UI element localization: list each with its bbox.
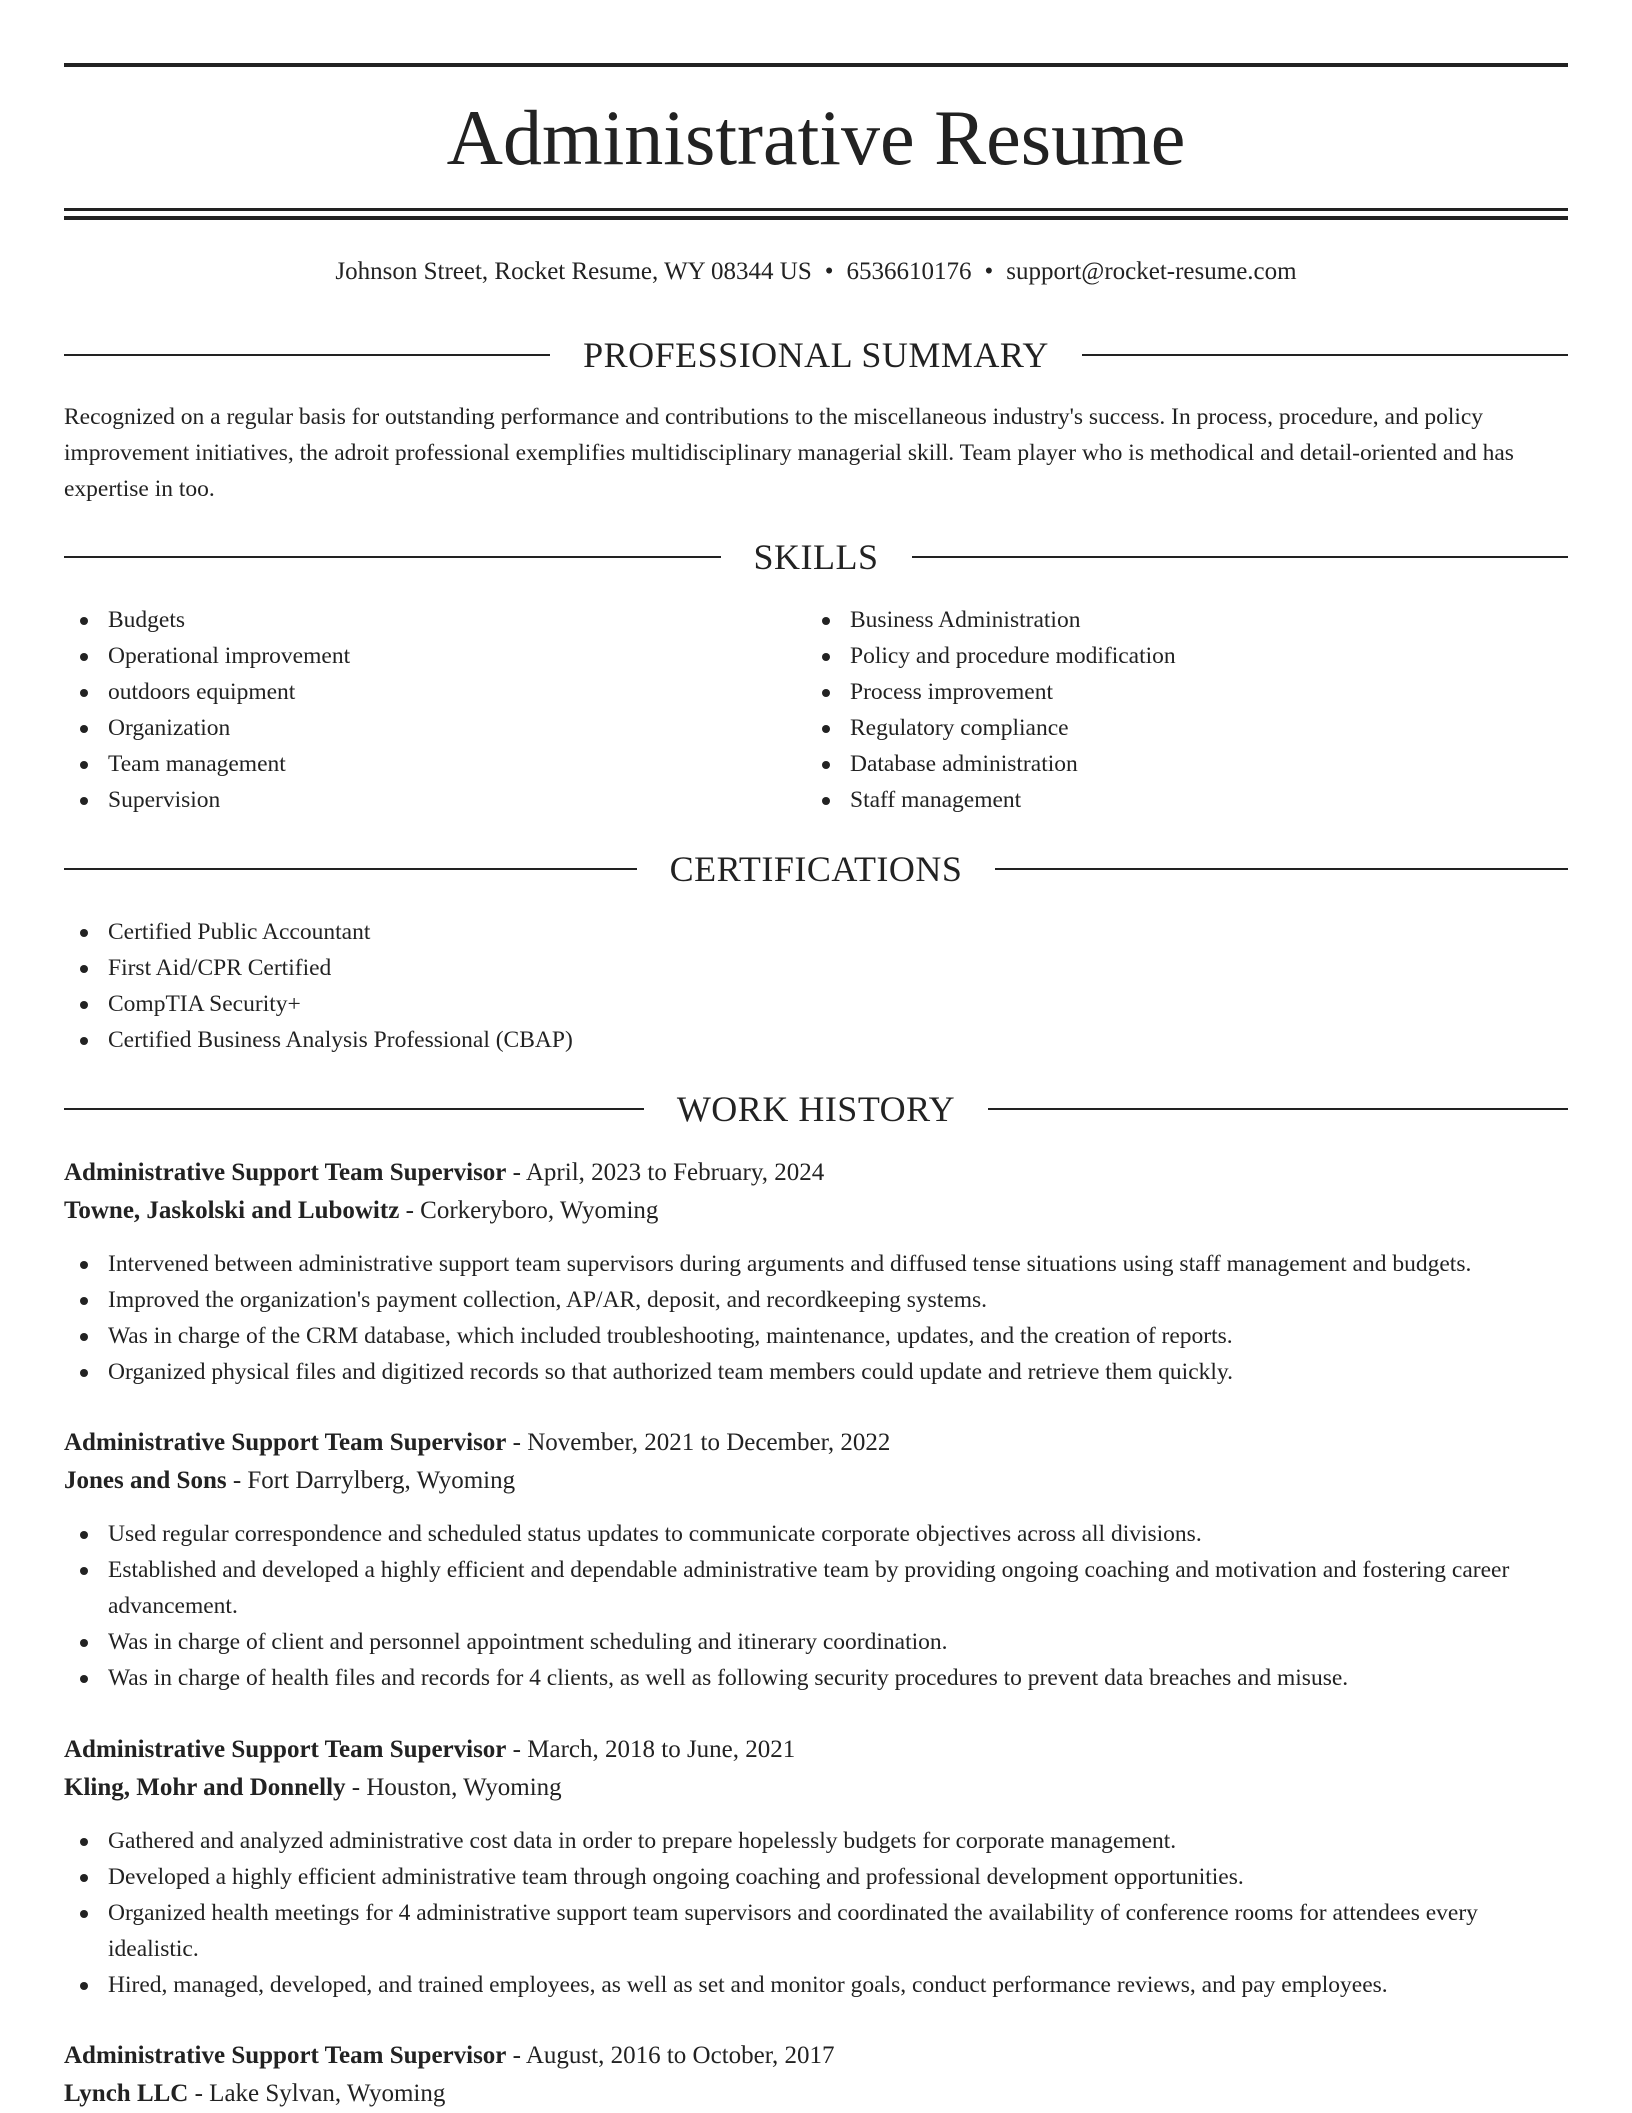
job-bullet: Organized physical files and digitized records so that authorized team members could update and retrieve them quickly. [64, 1354, 1568, 1390]
heading-rule [64, 556, 721, 558]
job-company-line [64, 1462, 1568, 1500]
skill-item: Database administration [806, 746, 1566, 782]
job-bullet: Established and developed a highly efficient and dependable administrative team by providing ongoing coaching and motivation and fostering career advancement. [64, 1552, 1568, 1624]
job-bullet: Intervened between administrative support team supervisors during arguments and diffused tense situations using staff management and budgets. [64, 1246, 1568, 1282]
job-company-line [64, 1769, 1568, 1807]
job-company: Towne, Jaskolski and Lubowitz [64, 1197, 400, 1224]
skills-list-left [64, 602, 804, 818]
summary-text: Recognized on a regular basis for outstanding performance and contributions to the miscellaneous industry's success. In process, procedure, and policy improvement initiatives, the adroit professional exemplifies multidisciplinary managerial skill. Team player who is methodical and detail-oriented and has expertise in too. [64, 404, 1514, 502]
job-dates: - March, 2018 to June, 2021 [506, 1736, 796, 1763]
job-bullet: Was in charge of the CRM database, which included troubleshooting, maintenance, updates, and the creation of reports. [64, 1318, 1568, 1354]
certifications-heading-label: CERTIFICATIONS [669, 849, 963, 889]
contact-email: support@rocket-resume.com [1006, 258, 1297, 285]
skill-item: Regulatory compliance [806, 710, 1566, 746]
skill-item: Organization [64, 710, 804, 746]
certifications-list [64, 914, 1568, 1058]
skill-item: Operational improvement [64, 638, 804, 674]
work-history-heading-label: WORK HISTORY [676, 1089, 956, 1129]
job-entry [64, 1731, 1568, 2003]
skill-item: Policy and procedure modification [806, 638, 1566, 674]
heading-rule [64, 354, 550, 356]
heading-rule [988, 1108, 1568, 1110]
job-bullet: Organized health meetings for 4 administrative support team supervisors and coordinated the availability of conference rooms for attendees every idealistic. [64, 1895, 1568, 1967]
job-bullet: Improved the organization's payment collection, AP/AR, deposit, and recordkeeping systems. [64, 1282, 1568, 1318]
heading-rule [64, 868, 637, 870]
job-bullets [64, 1823, 1568, 2003]
heading-rule [912, 556, 1569, 558]
skills-heading-label: SKILLS [753, 537, 879, 577]
skill-item: Supervision [64, 782, 804, 818]
job-bullet: Developed a highly efficient administrative team through ongoing coaching and professional development opportunities. [64, 1859, 1568, 1895]
heading-rule [995, 868, 1568, 870]
certification-item: Certified Business Analysis Professional (CBAP) [64, 1022, 1568, 1058]
job-bullets [64, 1246, 1568, 1390]
skill-item: Business Administration [806, 602, 1566, 638]
contact-address: Johnson Street, Rocket Resume, WY 08344 US [335, 258, 812, 285]
summary-heading-label: PROFESSIONAL SUMMARY [583, 335, 1049, 375]
job-title: Administrative Support Team Supervisor [64, 1159, 507, 1186]
job-entry [64, 1154, 1568, 1390]
job-entry [64, 2037, 1568, 2113]
top-rule [64, 63, 1568, 67]
job-bullet: Was in charge of health files and records for 4 clients, as well as following security procedures to prevent data breaches and misuse. [64, 1660, 1568, 1696]
job-dates: - November, 2021 to December, 2022 [506, 1429, 891, 1456]
summary-heading [64, 333, 1568, 377]
job-company: Kling, Mohr and Donnelly [64, 1774, 346, 1801]
job-location: - Fort Darrylberg, Wyoming [226, 1467, 516, 1494]
job-title-line [64, 1424, 1568, 1462]
job-bullets [64, 1516, 1568, 1696]
certification-item: CompTIA Security+ [64, 986, 1568, 1022]
contact-separator: • [984, 258, 994, 285]
work-history-heading [64, 1087, 1568, 1131]
skills-list-right [806, 602, 1566, 818]
certifications-heading [64, 847, 1568, 891]
contact-line [64, 254, 1568, 290]
job-bullet: Used regular correspondence and scheduled status updates to communicate corporate objectives across all divisions. [64, 1516, 1568, 1552]
job-dates: - April, 2023 to February, 2024 [506, 1159, 825, 1186]
job-bullet: Was in charge of client and personnel appointment scheduling and itinerary coordination. [64, 1624, 1568, 1660]
job-dates: - August, 2016 to October, 2017 [506, 2042, 835, 2069]
job-company: Jones and Sons [64, 1467, 227, 1494]
job-title: Administrative Support Team Supervisor [64, 1429, 507, 1456]
certification-item: Certified Public Accountant [64, 914, 1568, 950]
job-location: - Lake Sylvan, Wyoming [188, 2080, 446, 2107]
job-title: Administrative Support Team Supervisor [64, 2042, 507, 2069]
skill-item: Budgets [64, 602, 804, 638]
skill-item: Process improvement [806, 674, 1566, 710]
contact-phone: 6536610176 [846, 258, 972, 285]
job-location: - Houston, Wyoming [345, 1774, 562, 1801]
job-company: Lynch LLC [64, 2080, 189, 2107]
job-title-line [64, 1731, 1568, 1769]
job-title-line [64, 2037, 1568, 2075]
job-bullet: Gathered and analyzed administrative cost data in order to prepare hopelessly budgets for corporate management. [64, 1823, 1568, 1859]
job-title-line [64, 1154, 1568, 1192]
skills-heading [64, 535, 1568, 579]
job-bullet: Hired, managed, developed, and trained employees, as well as set and monitor goals, conduct performance reviews, and pay employees. [64, 1967, 1568, 2003]
certification-item: First Aid/CPR Certified [64, 950, 1568, 986]
job-entry [64, 1424, 1568, 1696]
skill-item: Staff management [806, 782, 1566, 818]
job-location: - Corkeryboro, Wyoming [399, 1197, 659, 1224]
job-company-line [64, 2075, 1568, 2113]
skill-item: Team management [64, 746, 804, 782]
resume-title: Administrative Resume [446, 94, 1186, 181]
heading-rule [1082, 354, 1568, 356]
contact-separator: • [824, 258, 834, 285]
title-rule-upper [64, 208, 1568, 211]
job-title: Administrative Support Team Supervisor [64, 1736, 507, 1763]
job-company-line [64, 1192, 1568, 1230]
heading-rule [64, 1108, 644, 1110]
skill-item: outdoors equipment [64, 674, 804, 710]
title-rule-lower [64, 216, 1568, 220]
